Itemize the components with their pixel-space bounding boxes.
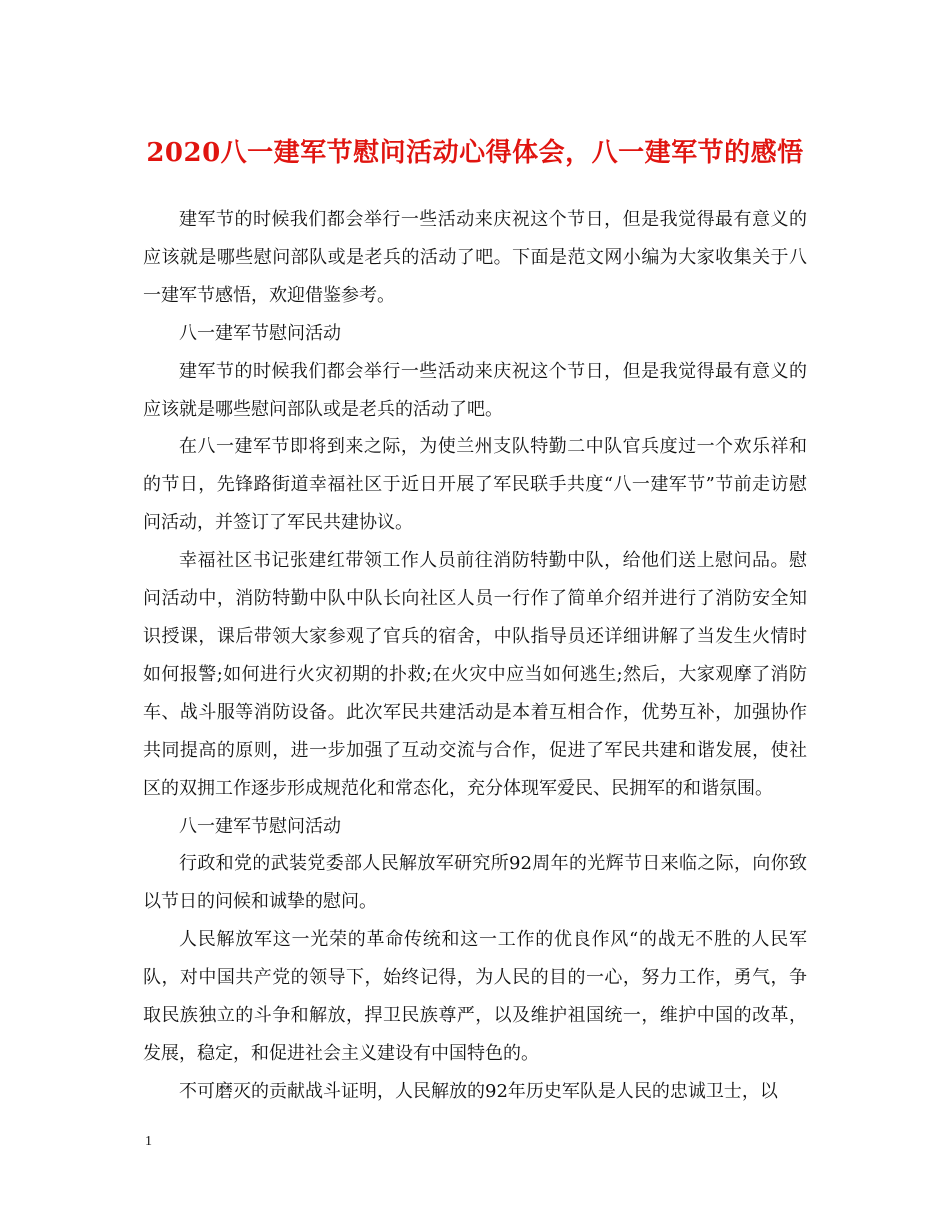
section-heading: 八一建军节慰问活动 (179, 815, 341, 837)
paragraph: 建军节的时候我们都会举行一些活动来庆祝这个节日，但是我觉得最有意义的应该就是哪些慰问部队或是老兵的活动了吧。下面是范文网小编为大家收集关于八一建军节感悟，欢迎借鉴参考。 (143, 209, 807, 306)
paragraph: 行政和党的武装党委部人民解放军研究所92周年的光辉节日来临之际，向你致以节日的问候和诚挚的慰问。 (143, 853, 807, 913)
section-heading: 八一建军节慰问活动 (179, 322, 341, 344)
paragraph: 不可磨灭的贡献战斗证明，人民解放的92年历史军队是人民的忠诚卫士，以 (179, 1080, 778, 1102)
document-body (143, 201, 807, 1111)
paragraph: 建军节的时候我们都会举行一些活动来庆祝这个节日，但是我觉得最有意义的应该就是哪些慰问部队或是老兵的活动了吧。 (143, 360, 807, 420)
paragraph: 幸福社区书记张建红带领工作人员前往消防特勤中队，给他们送上慰问品。慰问活动中，消防特勤中队中队长向社区人员一行作了简单介绍并进行了消防安全知识授课，课后带领大家参观了官兵的宿舍，中队指导员还详细讲解了当发生火情时如何报警;如何进行火灾初期的扑救;在火灾中应当如何逃生;然后，大家观摩了消防车、战斗服等消防设备。此次军民共建活动是本着互相合作，优势互补，加强协作共同提高的原则，进一步加强了互动交流与合作，促进了军民共建和谐发展，使社区的双拥工作逐步形成规范化和常态化，充分体现军爱民、民拥军的和谐氛围。 (143, 550, 807, 799)
page-number: 1 (145, 1134, 152, 1149)
paragraph: 人民解放军这一光荣的革命传统和这一工作的优良作风“的战无不胜的人民军队，对中国共产党的领导下，始终记得，为人民的目的一心，努力工作，勇气，争取民族独立的斗争和解放，捍卫民族尊严，以及维护祖国统一，维护中国的改革，发展，稳定，和促进社会主义建设有中国特色的。 (143, 929, 807, 1064)
paragraph: 在八一建军节即将到来之际，为使兰州支队特勤二中队官兵度过一个欢乐祥和的节日，先锋路街道幸福社区于近日开展了军民联手共度“八一建军节”节前走访慰问活动，并签订了军民共建协议。 (143, 436, 807, 534)
document-title: 2020八一建军节慰问活动心得体会，八一建军节的感悟 (146, 138, 804, 168)
